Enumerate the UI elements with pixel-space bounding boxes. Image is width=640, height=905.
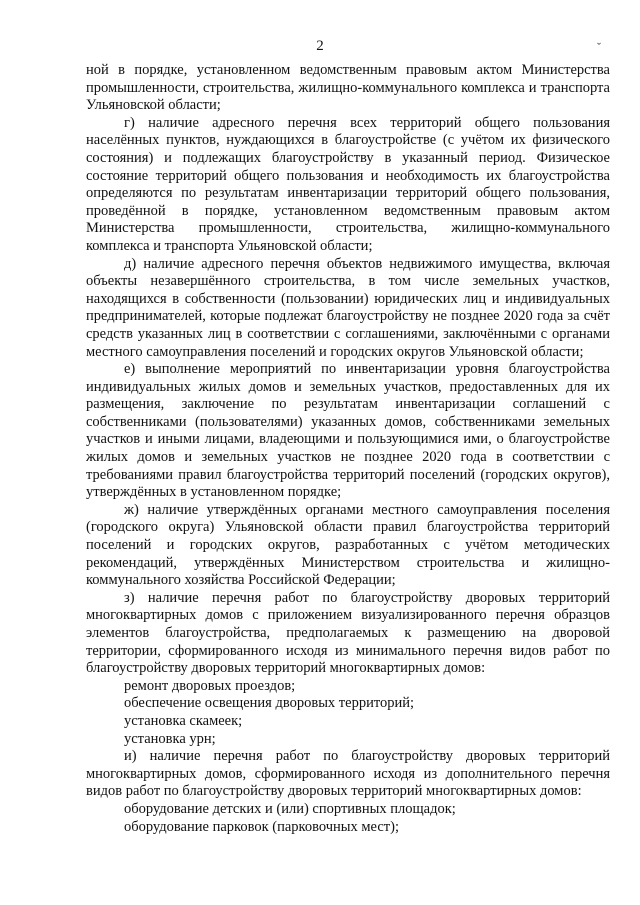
list-item: обеспечение освещения дворовых территорий; xyxy=(124,695,415,712)
document-body xyxy=(86,62,610,836)
page-number: 2 xyxy=(316,38,324,54)
list-item: ремонт дворовых проездов; xyxy=(124,677,296,694)
list-item: установка скамеек; xyxy=(124,712,243,729)
paragraph: г) наличие адресного перечня всех территорий общего пользования населённых пунктов, нуждающихся в благоустройстве (с учётом их физического состояния) и подлежащих благоустройству в указанный период. Физическое состояние территорий общего пользования и необходимость их благоустройства определяются по результатам инвентаризации территорий общего пользования, проведённой в порядке, установленном ведомственным правовым актом Министерства промышленности, строительства, жилищно-коммунального комплекса и транспорта Ульяновской области; xyxy=(86,114,610,254)
paragraph: и) наличие перечня работ по благоустройству дворовых территорий многоквартирных домов, сформированного исходя из дополнительного перечня видов работ по благоустройству дворовых территорий многоквартирных домов: xyxy=(86,748,610,800)
paragraph: д) наличие адресного перечня объектов недвижимого имущества, включая объекты незавершённого строительства, в том числе земельных участков, находящихся в собственности (пользовании) юридических лиц и индивидуальных предпринимателей, которые подлежат благоустройству не позднее 2020 года за счёт средств указанных лиц в соответствии с соглашениями, заключёнными с органами местного самоуправления поселений и городских округов Ульяновской области; xyxy=(86,255,610,360)
list-item: установка урн; xyxy=(124,730,216,747)
list-item: оборудование парковок (парковочных мест); xyxy=(124,818,399,835)
paragraph: з) наличие перечня работ по благоустройству дворовых территорий многоквартирных домов с приложением визуализированного перечня образцов элементов благоустройства, предполагаемых к размещению на дворовой территории, сформированного исходя из минимального перечня видов работ по благоустройству дворовых территорий многоквартирных домов: xyxy=(86,589,610,677)
paragraph: ной в порядке, установленном ведомственным правовым актом Министерства промышленности, строительства, жилищно-коммунального комплекса и транспорта Ульяновской области; xyxy=(86,62,610,114)
paragraph: е) выполнение мероприятий по инвентаризации уровня благоустройства индивидуальных жилых домов и земельных участков, предоставленных для их размещения, заключение по результатам инвентаризации соглашений с собственниками (пользователями) указанных домов, собственниками земельных участков и иными лицами, владеющими и пользующимися ими, о благоустройстве жилых домов и земельных участков не позднее 2020 года в соответствии с требованиями правил благоустройства территорий поселений (городских округов), утверждённых в установленном порядке; xyxy=(86,361,610,501)
corner-mark: ˇ xyxy=(597,40,601,54)
list-item: оборудование детских и (или) спортивных площадок; xyxy=(124,800,456,817)
paragraph: ж) наличие утверждённых органами местного самоуправления поселения (городского округа) Ульяновской области правил благоустройства территорий поселений и городских округов, разработанных с учётом методических рекомендаций, утверждённых Министерством строительства и жилищно-коммунального хозяйства Российской Федерации; xyxy=(86,501,610,589)
